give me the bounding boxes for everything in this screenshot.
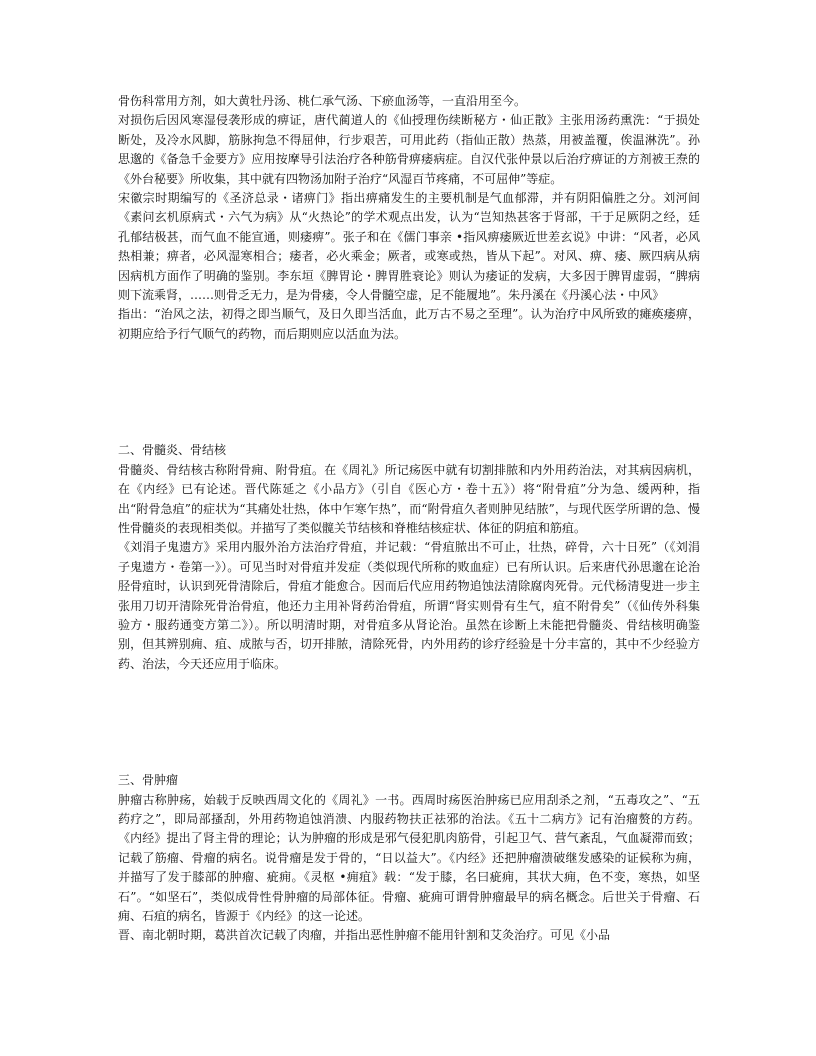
- paragraph: 宋徽宗时期编写的《圣济总录・诸痹门》指出痹痛发生的主要机制是气血郁滞，并有阴阳偏胜之分。刘河间《素问玄机原病式・六气为病》从“火热论”的学术观点出发，认为“岂知热甚客于肾部，干于足厥阴之经，廷孔郁结极甚，而气血不能宣通，则痿痹”。张子和在《儒门事亲 •指风痹痿厥近世差玄说》中讲：“风者，必风热相兼；痹者，必风湿寒相合；痿者，必火乘金；厥者，或寒或热，皆从下起”。对风、痹、痿、厥四病从病因病机方面作了明确的鉴别。李东垣《脾胃论・脾胃胜衰论》则认为痿证的发病，大多因于脾胃虚弱，“脾病则下流乘肾，……则骨乏无力，是为骨痿，令人骨髓空虚，足不能履地”。朱丹溪在《丹溪心法・中风》: [118, 191, 700, 303]
- paragraph: 对损伤后因风寒湿侵袭形成的痹证，唐代蔺道人的《仙授理伤续断秘方・仙正散》主张用汤药熏洗：“于损处断处，及冷水风脚，筋脉拘急不得屈伸，行步艰苦，可用此药（指仙正散）热蒸，用被盖覆，俟温淋洗”。孙思邈的《备急千金要方》应用按摩导引法治疗各种筋骨痹痿病症。自汉代张仲景以后治疗痹证的方剂被王焘的《外台秘要》所收集，其中就有四物汤加附子治疗“风湿百节疼痛，不可屈伸”等症。: [118, 113, 700, 186]
- paragraph: 晋、南北朝时期，葛洪首次记载了肉瘤，并指出恶性肿瘤不能用针割和艾灸治疗。可见《小品: [118, 928, 611, 943]
- paragraph: 《刘涓子鬼遗方》采用内服外治方法治疗骨疽，并记载：“骨疽脓出不可止，壮热，碎骨，六十日死”（《刘涓子鬼遗方・卷第一》）。可见当时对骨疽并发症（类似现代所称的败血症）已有所认识。后来唐代孙思邈在论治胫骨疽时，认识到死骨清除后，骨疽才能愈合。因而后代应用药物追蚀法清除腐肉死骨。元代杨清叟进一步主张用刀切开清除死骨治骨疽，他还力主用补肾药治骨疽，所谓“肾实则骨有生气，疽不附骨矣”（《仙传外科集验方・服药通变方第二》）。所以明清时期，对骨疽多从肾论治。虽然在诊断上未能把骨髓炎、骨结核明确鉴别，但其辨别痈、疽、成脓与否，切开排脓，清除死骨，内外用药的诊疗经验是十分丰富的，其中不少经验方药、治法，今天还应用于临床。: [118, 540, 700, 671]
- section-spacer: [118, 344, 700, 441]
- paragraph: 指出：“治风之法，初得之即当顺气，及日久即当活血，此万古不易之至理”。认为治疗中风所致的瘫痪痿痹，初期应给予行气顺气的药物，而后期则应以活血为法。: [118, 307, 700, 341]
- document-page: [118, 92, 700, 946]
- paragraph: 骨伤科常用方剂，如大黄牡丹汤、桃仁承气汤、下瘀血汤等，一直沿用至今。: [118, 94, 527, 108]
- paragraph: 骨髓炎、骨结核古称附骨痈、附骨疽。在《周礼》所记疡医中就有切割排脓和内外用药治法，对其病因病机，在《内经》已有论述。晋代陈延之《小品方》（引自《医心方・卷十五》）将“附骨疽”分为急、缓两种，指出“附骨急疽”的症状为“其痛处壮热，体中乍寒乍热”，而“附骨疽久者则肿见结脓”，与现代医学所谓的急、慢性骨髓炎的表现相类似。并描写了类似髋关节结核和脊椎结核症状、体征的阴疽和筋疽。: [118, 462, 700, 535]
- section-heading: 三、骨肿瘤: [118, 773, 179, 788]
- section-heading: 二、骨髓炎、骨结核: [118, 443, 227, 458]
- paragraph: 肿瘤古称肿疡，始载于反映西周文化的《周礼》一书。西周时疡医治肿疡已应用刮杀之剂，“五毒攻之”、“五药疗之”，即局部搔刮，外用药物追蚀消溃、内服药物扶正祛邪的治法。《五十二病方》记有治瘤赘的方药。《内经》提出了肾主骨的理论；认为肿瘤的形成是邪气侵犯肌肉筋骨，引起卫气、营气紊乱，气血凝滞而致；记载了筋瘤、骨瘤的病名。说骨瘤是发于骨的，“日以益大”。《内经》还把肿瘤溃破继发感染的证候称为痈，并描写了发于膝部的肿瘤、疵痈。《灵枢 •痈疽》载：“发于膝，名曰疵痈，其状大痈，色不变，寒热，如坚石”。“如坚石”，类似成骨性骨肿瘤的局部体征。骨瘤、疵痈可谓骨肿瘤最早的病名概念。后世关于骨瘤、石痈、石疽的病名，皆源于《内经》的这一论述。: [118, 792, 700, 923]
- section-spacer: [118, 674, 700, 771]
